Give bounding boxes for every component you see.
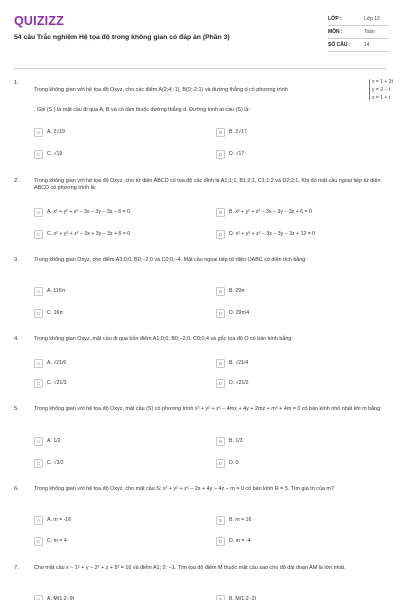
option-text: B. √21/4 (229, 359, 249, 366)
worksheet-header (0, 0, 400, 62)
question-2 (14, 178, 390, 244)
header-divider (14, 68, 386, 69)
option-d[interactable] (216, 149, 396, 160)
question-text: Trong không gian với hệ tọa độ Oxyz, cho tứ diện ABCD có tọa độ các đỉnh là A1;1;1, B1;2;1, C1;1;2 và D2;2;1. Khi đó mặt cầu ngoại tiếp tứ diện ABCD có phương trình là: (34, 178, 381, 192)
option-c[interactable] (34, 229, 214, 240)
option-letter: D (216, 309, 225, 318)
question-text: Trong không gian với hệ tọa độ Oxyz, cho mặt cầu S: x² + y² + z² − 2x + 4y − 4z − m = 0 có bán kính R = 5. Tìm giá trị của m? (34, 486, 334, 492)
option-letter: C (34, 379, 43, 388)
info-key: SỐ CÂU : (328, 42, 351, 48)
option-b[interactable] (216, 436, 396, 447)
question-text-continued: . Gọi (S ) là mặt cầu đi qua A, B và có tâm thuộc đường thẳng d. Đường kính at cầu (S) là: (34, 107, 250, 113)
quizizz-logo: QUIZIZZ (14, 14, 65, 28)
option-text: B. 1/3 (229, 437, 243, 444)
option-letter: B (216, 287, 225, 296)
option-letter: B (216, 516, 225, 525)
question-number: 5. (14, 406, 19, 412)
option-c[interactable] (34, 378, 214, 389)
system-line-1: x = 1 + 2t (372, 79, 393, 85)
option-letter: B (216, 595, 225, 600)
option-b[interactable] (216, 207, 396, 218)
option-letter: A (34, 359, 43, 368)
question-number: 7. (14, 565, 19, 571)
question-text: Trong không gian Oxyz, mặt cầu đi qua bốn điểm A1;0;0, B0;−2;0, C0;0;4 và gốc tọa độ O có bán kính bằng: (34, 336, 293, 342)
info-key: LỚP : (328, 16, 342, 22)
option-text: A. x² + y² + z² − 3x − 3y − 3z − 6 = 0 (47, 208, 130, 215)
option-text: B. M(1;2;-2) (229, 595, 257, 600)
option-letter: A (34, 516, 43, 525)
question-3 (14, 257, 390, 323)
option-letter: B (216, 128, 225, 137)
question-text: Trong không gian với hệ tọa độ Oxyz, mặt cầu (S) có phương trình x² + y² + z² − 4mx + 4y + 2mz + m² + 4m = 0 có bán kính nhỏ nhất khi m bằng: (34, 406, 382, 412)
info-key: MÔN : (328, 29, 343, 35)
question-number: 6. (14, 486, 19, 492)
info-row-subject (328, 26, 390, 39)
option-letter: D (216, 230, 225, 239)
option-b[interactable] (216, 127, 396, 138)
option-letter: A (34, 208, 43, 217)
option-text: D. √21/2 (229, 379, 249, 386)
option-a[interactable] (34, 515, 214, 526)
option-letter: B (216, 359, 225, 368)
option-text: C. m = 4 (47, 537, 67, 544)
option-text: A. √21/6 (47, 359, 67, 366)
option-letter: A (34, 437, 43, 446)
option-c[interactable] (34, 308, 214, 319)
option-text: C. √19 (47, 150, 63, 157)
option-letter: C (34, 309, 43, 318)
option-text: B. m = 16 (229, 516, 252, 523)
option-text: D. √17 (229, 150, 245, 157)
option-text: D. 29π/4 (229, 309, 250, 316)
system-line-3: z = 1 + t (372, 95, 391, 101)
option-text: A. 116π (47, 287, 66, 294)
option-c[interactable] (34, 536, 214, 547)
question-text: Trong không gian Oxyz, cho điểm A3;0;0, B0;−2;0 và C0;0;−4. Mặt cầu ngoại tiếp tứ diện OABC có diện tích bằng: (34, 257, 307, 263)
option-b[interactable] (216, 594, 396, 600)
option-letter: D (216, 459, 225, 468)
option-d[interactable] (216, 229, 396, 240)
question-number: 1. (14, 80, 19, 86)
option-d[interactable] (216, 458, 396, 469)
option-d[interactable] (216, 378, 396, 389)
option-text: C. √3/2 (47, 459, 64, 466)
info-value: Toán (364, 29, 375, 35)
option-letter: C (34, 537, 43, 546)
option-a[interactable] (34, 436, 214, 447)
option-text: D. 0 (229, 459, 239, 466)
question-number: 3. (14, 257, 19, 263)
option-d[interactable] (216, 536, 396, 547)
option-c[interactable] (34, 149, 214, 160)
option-letter: C (34, 150, 43, 159)
option-b[interactable] (216, 358, 396, 369)
option-a[interactable] (34, 358, 214, 369)
option-a[interactable] (34, 594, 214, 600)
option-text: C. x² + y² + z² − 3x + 3y − 3z + 6 = 0 (47, 230, 131, 237)
option-c[interactable] (34, 458, 214, 469)
option-a[interactable] (34, 127, 214, 138)
option-d[interactable] (216, 308, 396, 319)
option-text: A. M(1;2;-9) (47, 595, 75, 600)
option-letter: B (216, 208, 225, 217)
option-b[interactable] (216, 515, 396, 526)
option-letter: D (216, 379, 225, 388)
info-table (328, 13, 390, 52)
option-letter: C (34, 230, 43, 239)
option-letter: A (34, 595, 43, 600)
option-letter: D (216, 537, 225, 546)
option-letter: A (34, 128, 43, 137)
question-text: Trong không gian với hệ tọa độ Oxyz, cho các điểm A(2;4;-1), B(0;-2;1) và đường thẳng d có phương trình (34, 87, 288, 93)
option-text: D. m = -4 (229, 537, 251, 544)
option-text: C. 16π (47, 309, 63, 316)
option-text: B. 29π (229, 287, 245, 294)
question-number: 4. (14, 336, 19, 342)
question-4 (14, 336, 390, 394)
question-number: 2. (14, 178, 19, 184)
worksheet-title: 54 câu Trắc nghiệm Hệ tọa độ trong không gian có đáp án (Phần 3) (14, 34, 230, 41)
option-letter: D (216, 150, 225, 159)
option-text: A. m = -16 (47, 516, 72, 523)
option-b[interactable] (216, 286, 396, 297)
question-6 (14, 486, 390, 550)
info-row-class (328, 13, 390, 26)
option-text: B. x² + y² + z² − 3x − 3y − 3z + 6 = 0 (229, 208, 312, 215)
info-row-count (328, 39, 390, 52)
question-1 (14, 79, 393, 160)
option-letter: B (216, 437, 225, 446)
info-value: 14 (364, 42, 370, 48)
option-a[interactable] (34, 207, 214, 218)
question-5 (14, 406, 390, 472)
info-value: Lớp 12 (364, 16, 380, 22)
option-text: A. 2√19 (47, 128, 65, 135)
option-a[interactable] (34, 286, 214, 297)
option-text: C. √21/3 (47, 379, 67, 386)
question-text: Cho mặt cầu x − 1² + y − 2² + z + 5² = 16 và điểm A1; 2; −1. Tìm tọa độ điểm M thuộc mặt cầu sao cho độ dài đoạn AM là lớn nhất. (34, 565, 346, 571)
option-text: D. x² + y² + z² − 3x − 3y − 3z + 12 = 0 (229, 230, 316, 237)
system-line-2: y = 2 − t (372, 87, 391, 93)
question-7 (14, 565, 390, 600)
option-text: A. 1/2 (47, 437, 61, 444)
option-letter: A (34, 287, 43, 296)
option-letter: C (34, 459, 43, 468)
option-text: B. 2√17 (229, 128, 247, 135)
